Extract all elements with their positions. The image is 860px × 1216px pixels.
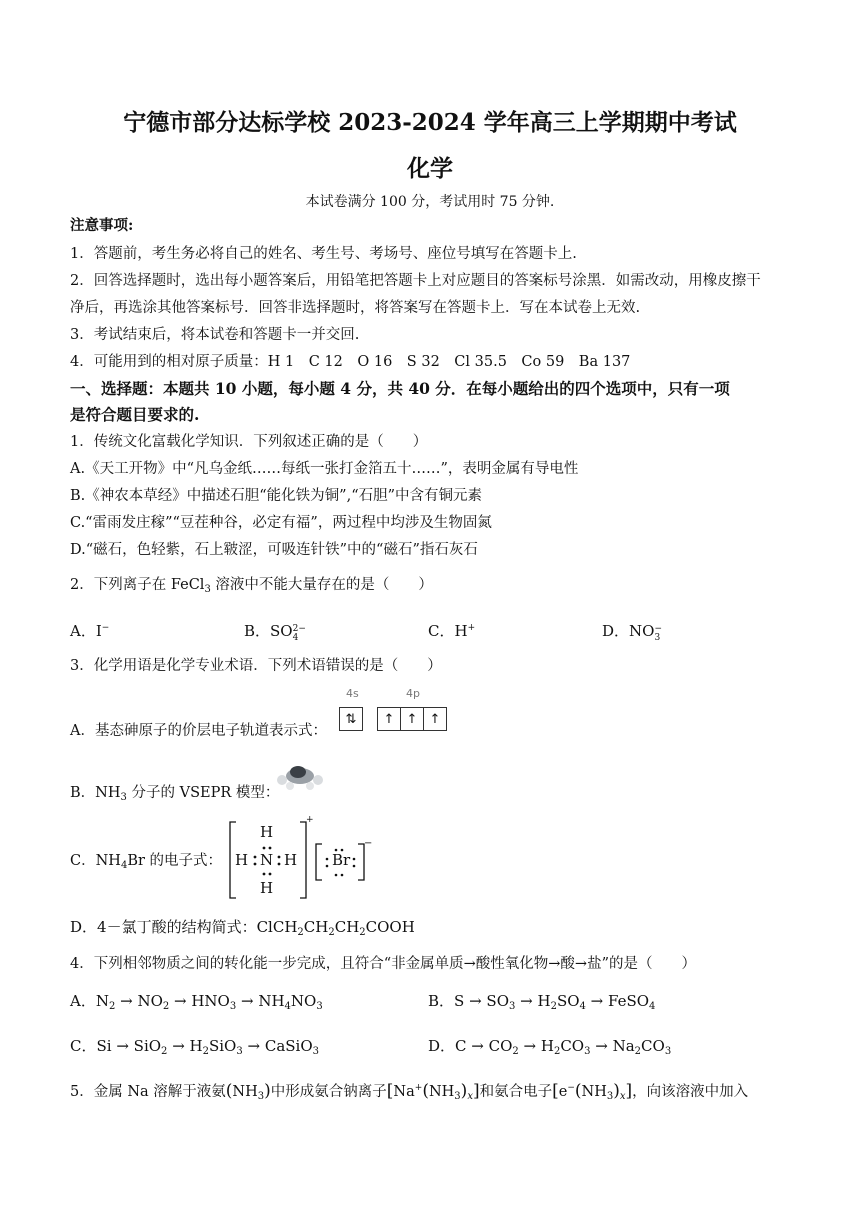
option-label: B． <box>428 992 455 1010</box>
formula-sub: 4 <box>120 860 128 871</box>
up-arrow-icon: ↑ <box>378 708 401 730</box>
option-label: C． <box>428 622 455 640</box>
formula-sub: 3 <box>120 792 127 803</box>
ion-charge: 2− <box>292 624 306 634</box>
option-label: B． <box>70 785 96 801</box>
q2-stem-post: 溶液中不能大量存在的是（ ） <box>210 577 433 593</box>
left-bracket-icon <box>316 844 322 880</box>
option-label: A． <box>70 622 96 640</box>
option-text: D．4－氯丁酸的结构简式：ClCH <box>70 918 298 936</box>
formula-sub: 2 <box>297 927 304 938</box>
subject-title: 化学 <box>407 155 453 182</box>
ion: I <box>95 622 102 640</box>
question-2-option-a <box>70 620 109 641</box>
question-2-stem <box>70 575 433 600</box>
q5-text: ，向该溶液中加入 <box>632 1084 749 1100</box>
page-title: 宁德市部分达标学校 2023-2024 学年高三上学期期中考试 <box>123 109 737 136</box>
ion: SO <box>270 622 293 640</box>
notes-heading: 注意事项: <box>70 217 134 234</box>
note-item: 1．答题前，考生务必将自己的姓名、考生号、考场号、座位号填写在答题卡上. <box>70 246 577 262</box>
question-1-option-b: B.《神农本草经》中描述石胆“能化铁为铜”,“石胆”中含有铜元素 <box>70 488 483 504</box>
ion-charge: − <box>654 624 663 634</box>
question-1-option-d: D.“磁石，色轻紫，石上皲涩，可吸连针铁”中的“磁石”指石灰石 <box>70 542 478 558</box>
question-3-option-d <box>70 917 415 943</box>
right-bracket-icon <box>300 822 306 898</box>
note-item: 4．可能用到的相对原子质量：H 1 C 12 O 16 S 32 Cl 35.5 Co 59 Ba 137 <box>70 354 631 370</box>
right-bracket-icon <box>358 844 364 880</box>
note-item: 2．回答选择题时，选出每小题答案后，用铅笔把答题卡上对应题目的答案标号涂黑．如需改动，用橡皮擦干 <box>70 273 761 289</box>
lewis-h-left: H <box>235 851 249 869</box>
q5-text: 5．金属 Na 溶解于液氨 <box>70 1084 226 1100</box>
question-3-option-a: A．基态砷原子的价层电子轨道表示式： <box>70 723 327 739</box>
formula-sub: 2 <box>328 927 335 938</box>
ion: NO <box>629 622 655 640</box>
question-2-option-b <box>244 620 306 643</box>
ion: H <box>454 622 468 640</box>
note-item: 3．考试结束后，将本试卷和答题卡一并交回. <box>70 327 360 343</box>
ion-sub: 3 <box>654 633 661 643</box>
formula: COOH <box>365 918 415 936</box>
question-3-stem: 3．化学用语是化学专业术语．下列术语错误的是（ ） <box>70 658 442 674</box>
formula: Br <box>127 853 145 869</box>
option-label: C． <box>70 853 96 869</box>
lewis-minus-charge: − <box>364 838 373 849</box>
lewis-h-top: H <box>260 823 274 841</box>
question-5-stem: 5．金属 Na 溶解于液氨$(NH_3)$中形成氨合钠离子$[Na^+(NH_3)_x]$和氨合电子$[e^-(NH_3)_x]$，向该溶液中加入 <box>70 1081 749 1102</box>
lewis-n: N <box>260 851 274 869</box>
section-heading: 一、选择题：本题共 10 小题，每小题 4 分，共 40 分．在每小题给出的四个选项中，只有一项 <box>70 379 730 398</box>
question-4-option-d: D．$C \to CO_2 \to H_2CO_3 \to Na_2CO_3$ <box>428 1037 672 1057</box>
lewis-plus-charge: + <box>306 815 314 825</box>
ion-charge: + <box>467 623 476 633</box>
q5-text: 中形成氨合钠离子 <box>270 1084 387 1100</box>
exam-info: 本试卷满分 100 分，考试用时 75 分钟. <box>305 194 555 210</box>
question-2-option-c <box>428 620 475 641</box>
option-label: D． <box>602 622 630 640</box>
q2-formula-sub: 3 <box>204 584 211 595</box>
question-4-option-b: B．$S \to SO_3 \to H_2SO_4$ → FeSO$_4$ <box>428 992 656 1012</box>
q2-formula: FeCl <box>170 577 205 593</box>
q2-stem-pre: 2．下列离子在 <box>70 577 171 593</box>
ion-sub: 4 <box>292 633 299 643</box>
orbital-4p-box <box>377 707 447 731</box>
formula: NH <box>95 853 121 869</box>
paired-arrows-icon: ⇅ <box>345 711 357 727</box>
question-4-stem: 4．下列相邻物质之间的转化能一步完成，且符合“非金属单质→酸性氧化物→酸→盐”的是（ ） <box>70 956 696 972</box>
note-item: 净后，再选涂其他答案标号．回答非选择题时，将答案写在答题卡上．写在本试卷上无效. <box>70 300 641 316</box>
option-text: 的电子式： <box>144 853 223 869</box>
option-label: B． <box>244 622 271 640</box>
up-arrow-icon: ↑ <box>429 711 441 727</box>
section-heading-cont: 是符合题目要求的. <box>70 405 200 424</box>
lewis-h-bottom: H <box>260 879 274 897</box>
ion-charge: − <box>101 623 110 633</box>
option-text: 分子的 VSEPR 模型： <box>126 785 280 801</box>
option-label: D． <box>428 1037 456 1055</box>
lewis-structure <box>226 818 376 902</box>
question-1-stem: 1．传统文化富载化学知识．下列叙述正确的是（ ） <box>70 434 428 450</box>
formula: CH <box>334 918 360 936</box>
question-1-option-a: A.《天工开物》中“凡乌金纸……每纸一张打金箔五十……”，表明金属有导电性 <box>70 461 579 477</box>
option-label: C． <box>70 1037 97 1055</box>
lewis-h-right: H <box>284 851 298 869</box>
orbital-4s-box <box>339 707 363 731</box>
question-2-option-d <box>602 620 662 643</box>
question-1-option-c: C.“雷雨发庄稼”“豆茬种谷，必定有福”，两过程中均涉及生物固氮 <box>70 515 492 531</box>
lewis-br: Br <box>332 851 351 869</box>
formula: NH <box>95 785 121 801</box>
orbital-4s-label: 4s <box>346 687 359 700</box>
orbital-4p-label: 4p <box>406 687 420 700</box>
q5-text: 和氨合电子 <box>479 1084 553 1100</box>
question-3-option-b <box>70 783 279 808</box>
question-4-option-c: C．$Si \to SiO_2 \to H_2SiO_3$ → CaSiO$_3$ <box>70 1037 320 1057</box>
question-3-option-c <box>70 851 222 876</box>
option-label: A． <box>70 992 96 1010</box>
up-arrow-icon: ↑ <box>401 708 424 730</box>
question-4-option-a: A．$N_2 \to NO_2 \to HNO_3 \to NH_4NO_3$ <box>70 992 323 1012</box>
formula: CH <box>303 918 329 936</box>
vsepr-model-image <box>268 758 334 792</box>
formula-sub: 2 <box>359 927 366 938</box>
